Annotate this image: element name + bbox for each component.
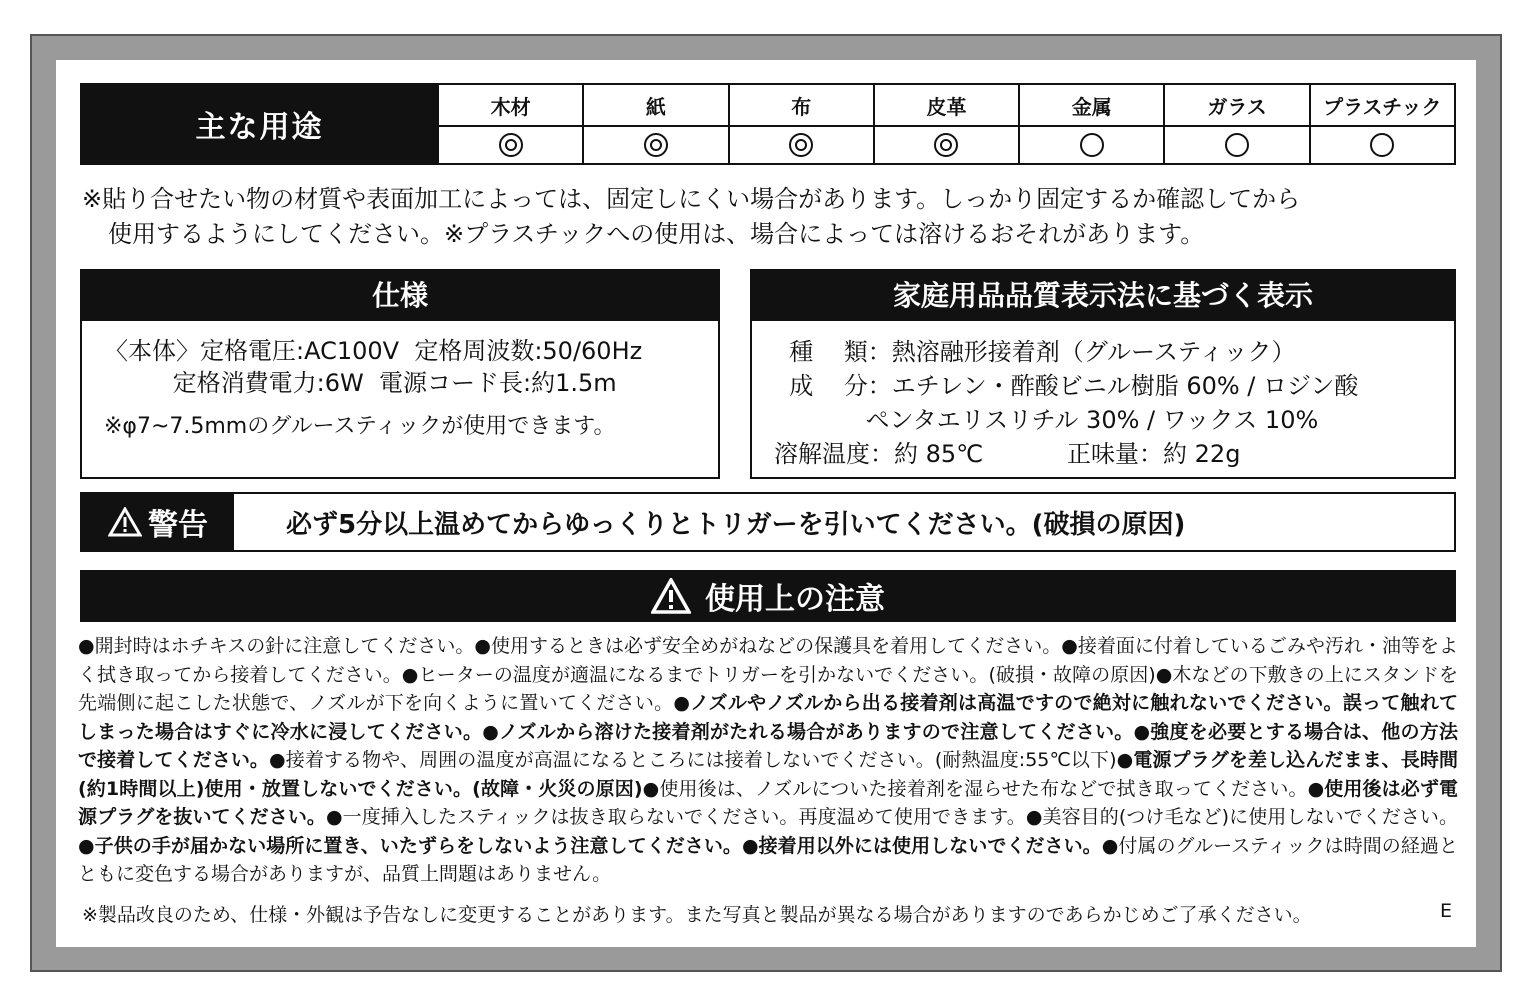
spec-title: 仕様 (82, 271, 718, 321)
usage-material-name: ガラス (1165, 85, 1308, 127)
caution-segment: ●付属のグルースティックは時間の経過とともに変色する場合がありますが、品質上問題はありません。 (78, 834, 1458, 885)
usage-header: 主な用途 (82, 85, 437, 163)
quality-label-box (750, 269, 1456, 479)
caution-segment: ●使用後は必ず電源プラグを抜いてください。 (78, 777, 1458, 828)
circle-icon (1370, 133, 1394, 157)
usage-mark-cell (439, 127, 582, 163)
quality-row-ingredients: 成 分：エチレン・酢酸ビニル樹脂 60% / ロジン酸 (774, 372, 1359, 400)
caution-segment: ●子供の手が届かない場所に置き、いたずらをしないよう注意してください。●接着用以外には使用しないでください。 (78, 834, 1102, 857)
usage-material-name: 布 (730, 85, 873, 127)
caution-segment: ●電源プラグを差し込んだまま、長時間(約1時間以上)使用・放置しないでください。(故障・火災の原因) (78, 749, 1458, 800)
caution-segment: ●接着する物や、周囲の温度が高温になるところには接着しないでください。(耐熱温度:55℃以下) (269, 749, 1117, 771)
circle-icon (1225, 133, 1249, 157)
material-note (82, 182, 1462, 252)
material-note-line2: 使用するようにしてください。※プラスチックへの使用は、場合によっては溶けるおそれがあります。 (108, 220, 1205, 248)
circle-icon (1080, 133, 1104, 157)
double-circle-icon (789, 133, 813, 157)
footer (82, 900, 1452, 927)
warning-bar (80, 492, 1456, 552)
usage-column (728, 85, 873, 163)
usage-table (80, 83, 1456, 165)
spec-box (80, 269, 720, 479)
usage-material-name: 皮革 (875, 85, 1018, 127)
caution-title: 使用上の注意 (705, 582, 885, 617)
usage-column (582, 85, 727, 163)
caution-segment: ●一度挿入したスティックは抜き取らないでください。再度温めて使用できます。●美容目的(つけ毛など)に使用しないでください。 (325, 806, 1458, 828)
usage-mark-cell (584, 127, 727, 163)
usage-mark-cell (730, 127, 873, 163)
caution-body (78, 632, 1458, 889)
double-circle-icon (499, 133, 523, 157)
usage-column (1309, 85, 1454, 163)
caution-icon (651, 578, 691, 614)
caution-segment: ●ノズルやノズルから出る接着剤は高温ですので絶対に触れないでください。誤って触れてしまった場合はすぐに冷水に浸してください。●ノズルから溶けた接着剤がたれる場合がありますので注意してください。●強度を必要とする場合は、他の方法で接着してください。 (78, 692, 1458, 771)
usage-mark-cell (875, 127, 1018, 163)
usage-column (437, 85, 582, 163)
caution-title-bar (80, 570, 1456, 622)
footer-note: ※製品改良のため、仕様・外観は予告なしに変更することがあります。また写真と製品が異なる場合がありますのであらかじめご了承ください。 (82, 904, 1312, 926)
usage-material-name: 木材 (439, 85, 582, 127)
usage-column (873, 85, 1018, 163)
usage-material-name: プラスチック (1311, 85, 1454, 127)
quality-row-temp-quantity: 溶解温度：約 85℃ 正味量：約 22g (774, 440, 1241, 468)
warning-icon (108, 507, 142, 537)
usage-material-name: 紙 (584, 85, 727, 127)
warning-label-block (82, 494, 234, 550)
usage-columns (437, 85, 1454, 163)
usage-column (1018, 85, 1163, 163)
usage-mark-cell (1165, 127, 1308, 163)
spec-row-1: 〈本体〉定格電圧:AC100V 定格周波数:50/60Hz (104, 337, 643, 365)
material-note-line1: ※貼り合せたい物の材質や表面加工によっては、固定しにくい場合があります。しっかり固定するか確認してから (82, 185, 1301, 213)
spec-row-2: 定格消費電力:6W 電源コード長:約1.5m (104, 369, 617, 397)
footer-code: E (1439, 900, 1452, 922)
double-circle-icon (644, 133, 668, 157)
label-card (56, 60, 1476, 947)
quality-row-type: 種 類：熱溶融形接着剤（グルースティック） (774, 338, 1296, 366)
usage-material-name: 金属 (1020, 85, 1163, 127)
caution-segment: ●開封時はホチキスの針に注意してください。●使用するときは必ず安全めがねなどの保護具を着用してください。●接着面に付着しているごみや汚れ・油等をよく拭き取ってから接着してください。●ヒーターの温度が適温になるまでトリガーを引かないでください。(破損・故障の原因)●木などの下敷きの上にスタンドを先端側に起こした状態で、ノズルが下を向くように置いてください。 (78, 635, 1458, 714)
usage-column (1163, 85, 1308, 163)
caution-segment: ●使用後は、ノズルについた接着剤を湿らせた布などで拭き取ってください。 (642, 777, 1308, 800)
warning-label: 警告 (148, 508, 208, 543)
quality-row-ingredients-cont: ペンタエリスリチル 30% / ワックス 10% (774, 406, 1319, 434)
warning-text: 必ず5分以上温めてからゆっくりとトリガーを引いてください。(破損の原因) (286, 509, 1186, 540)
double-circle-icon (934, 133, 958, 157)
usage-mark-cell (1311, 127, 1454, 163)
quality-label-title: 家庭用品品質表示法に基づく表示 (752, 271, 1454, 321)
spec-note: ※φ7~7.5mmのグルースティックが使用できます。 (104, 414, 616, 439)
usage-mark-cell (1020, 127, 1163, 163)
